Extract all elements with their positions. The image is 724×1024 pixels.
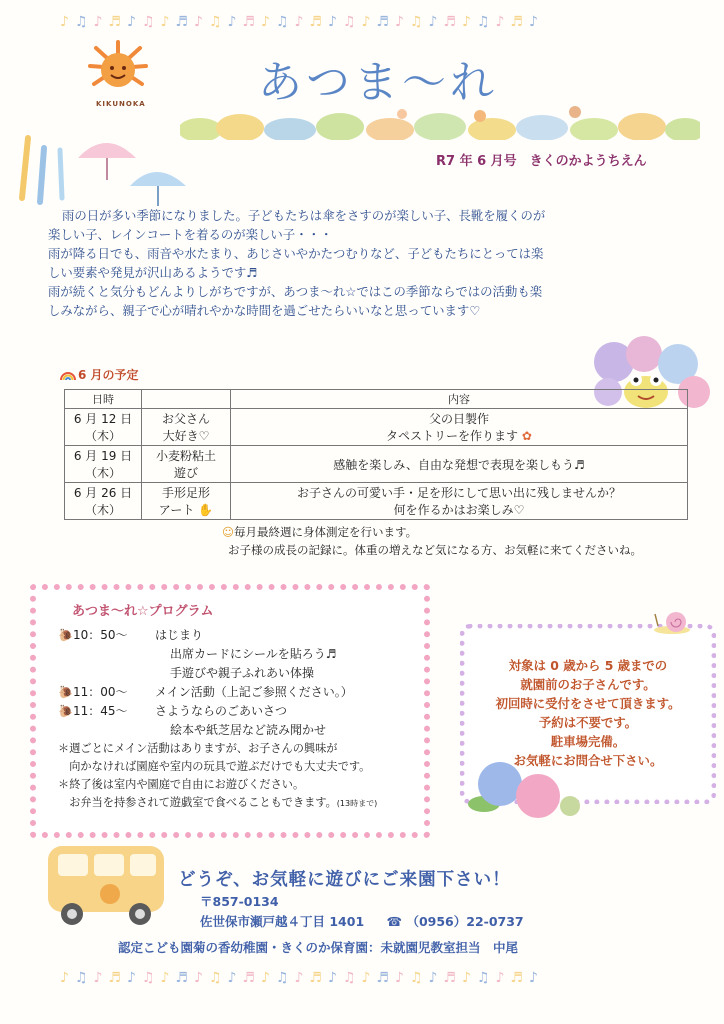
program-item: 絵本や紙芝居など読み聞かせ [170, 723, 327, 737]
issue-label: R7 年 6 月号 きくのかようちえん [436, 154, 647, 169]
program-list [58, 626, 408, 813]
info-text: 対象は 0 歳から 5 歳までの 就園前のお子さんです。 初回時に受付をさせて頂きます。 予約は不要です。 駐車場完備。 お気軽にお問合せ下さい。 [495, 658, 681, 768]
program-item: 手遊びや親子ふれあい体操 [170, 666, 315, 680]
umbrella-illustration [10, 128, 190, 208]
postal-code: 〒857-0134 [200, 894, 279, 909]
row-desc: 父の日製作 タペストリーを作ります ✿ [231, 409, 688, 446]
sun-logo-icon [86, 38, 150, 98]
handprint-icon: ✋ [198, 503, 214, 517]
table-row [65, 483, 688, 520]
snail-decoration-icon [652, 608, 692, 634]
logo-text: KIKUNOKA [96, 100, 146, 108]
smile-icon: ☺ [222, 525, 234, 539]
header-title [142, 390, 231, 409]
intro-line: しみながら、親子で心が晴れやかな時間を過ごせたらいいなと思っています♡ [48, 303, 481, 318]
row-date: 6 月 12 日 （木） [65, 409, 142, 446]
garden-illustration [180, 100, 700, 140]
phone-number: （0956）22-0737 [406, 914, 524, 929]
row-title: 小麦粉粘土 遊び [142, 446, 231, 483]
intro-line: 楽しい子、レインコートを着るのが楽しい子・・・ [48, 227, 333, 242]
intro-line: しい要素や発見が沢山あるようです♬ [48, 265, 258, 280]
program-note: お弁当を持参されて遊戯室で食べることもできます。(13時まで) [58, 796, 378, 809]
schedule-heading: 6 月の予定 [78, 368, 139, 382]
intro-line: 雨が続くと気分もどんよりしがちですが、あつま〜れ☆ではこの季節ならではの活動も楽 [48, 284, 543, 299]
program-title: あつま〜れ☆プログラム [72, 604, 214, 619]
address: 佐世保市瀬戸越４丁目 1401 [200, 914, 365, 929]
address-line [200, 912, 524, 930]
organization-line: 認定こども園菊の香幼稚園・きくのか保育園：未就園児教室担当 中尾 [118, 940, 519, 955]
program-note: 向かなければ園庭や室内の玩具で遊ぶだけでも大丈夫です。 [58, 760, 371, 773]
intro-line: 雨が降る日でも、雨音や水たまり、あじさいやかたつむりなど、子どもたちにとっては楽 [48, 246, 544, 261]
schedule-note-1: ☺毎月最終週に身体測定を行います。 [222, 525, 418, 539]
table-header-row [65, 390, 688, 409]
snail-icon: 🐌 [58, 628, 73, 642]
row-date: 6 月 26 日 （木） [65, 483, 142, 520]
program-item: 出席カードにシールを貼ろう♬ [170, 647, 337, 661]
program-item: 🐌11：00〜 メイン活動（上記ご参照ください。） [58, 685, 353, 699]
snail-icon: 🐌 [58, 685, 73, 699]
snail-icon: 🐌 [58, 704, 73, 718]
music-notes-decoration-bottom: ♪♫♪♬♪♫♪♬♪♫♪♬♪♫♪♬♪♫♪♬♪♫♪♬♪♫♪♬♪ [60, 970, 544, 986]
header-content: 内容 [231, 390, 688, 409]
program-item: 🐌10：50〜 はじまり [58, 628, 203, 642]
invite-heading: どうぞ、お気軽に遊びにご来園下さい！ [178, 870, 511, 890]
rainbow-icon [60, 366, 76, 378]
row-date: 6 月 19 日 （木） [65, 446, 142, 483]
program-note: ＊週ごとにメイン活動はありますが、お子さんの興味が [58, 742, 338, 755]
row-title: お父さん 大好き♡ [142, 409, 231, 446]
schedule-table [64, 389, 688, 520]
row-desc: 感触を楽しみ、自由な発想で表現を楽しもう♬ [231, 446, 688, 483]
flower-icon: ✿ [521, 429, 532, 443]
table-row [65, 446, 688, 483]
table-row [65, 409, 688, 446]
schedule-note-2: お子様の成長の記録に。体重の増えなど気になる方、お気軽に来てくださいね。 [228, 543, 642, 557]
header-date: 日時 [65, 390, 142, 409]
row-title: 手形足形 アート ✋ [142, 483, 231, 520]
intro-text [48, 206, 698, 320]
bus-illustration [44, 840, 168, 928]
program-note: ＊終了後は室内や園庭で自由にお遊びください。 [58, 778, 305, 791]
page-title: あつま〜れ [258, 57, 498, 108]
row-desc: お子さんの可愛い手・足を形にして思い出に残しませんか？ 何を作るかはお楽しみ♡ [231, 483, 688, 520]
music-notes-decoration-top: ♪♫♪♬♪♫♪♬♪♫♪♬♪♫♪♬♪♫♪♬♪♫♪♬♪♫♪♬♪ [60, 14, 544, 30]
hydrangea-icon [466, 752, 586, 822]
phone-icon: ☎ [386, 914, 403, 929]
intro-line: 雨の日が多い季節になりました。子どもたちは傘をさすのが楽しい子、長靴を履くのが [62, 208, 546, 223]
program-item: 🐌11：45〜 さようならのごあいさつ [58, 704, 287, 718]
